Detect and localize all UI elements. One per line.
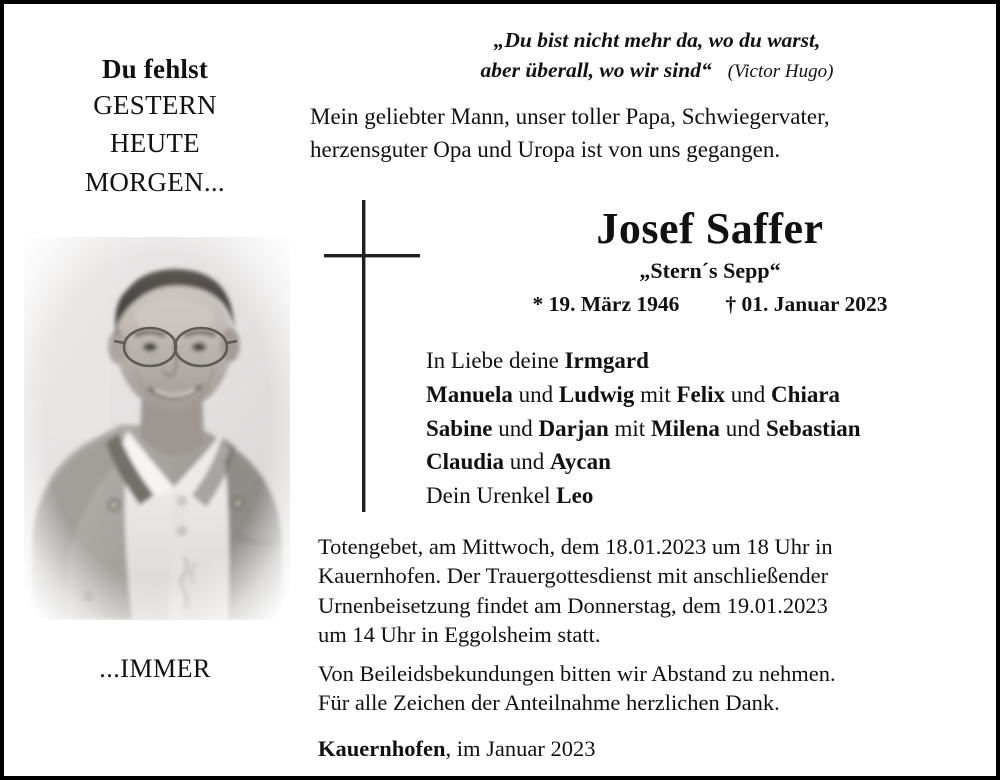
memorial-line-du-fehlst: Du fehlst [101, 54, 209, 84]
service-line-2: Kauernhofen. Der Trauergottesdienst mit anschließender [318, 563, 829, 589]
family-connector: und [503, 449, 550, 475]
life-dates [422, 292, 998, 317]
service-details-paragraph [318, 532, 1000, 649]
family-connector: In Liebe deine [426, 348, 565, 373]
family-name: Sebastian [765, 415, 861, 441]
left-column [10, 4, 300, 776]
place-town: Kauernhofen [318, 736, 446, 761]
service-line-3: Urnenbeisetzung findet am Donnerstag, dem 19.01.2023 [318, 592, 828, 618]
epitaph-quote [302, 26, 998, 85]
death-date: † 01. Januar 2023 [725, 292, 888, 317]
thanks-paragraph [318, 659, 1000, 718]
deceased-nickname: „Stern´s Sepp“ [639, 258, 781, 284]
service-line-4: um 14 Uhr in Eggolsheim statt. [318, 621, 601, 647]
service-line-1: Totengebet, am Mittwoch, dem 18.01.2023 um 18 Uhr in [318, 534, 833, 559]
memorial-line-gestern: GESTERN [93, 89, 217, 120]
thanks-line-2: Für alle Zeichen der Anteilnahme herzlichen Dank. [318, 690, 780, 716]
family-connector: und [492, 415, 539, 441]
family-name: Felix [676, 381, 726, 407]
family-connector: und [725, 381, 772, 407]
right-column [302, 4, 998, 776]
deceased-name: Josef Saffer [596, 204, 824, 253]
intro-paragraph [310, 101, 998, 166]
family-connector: Dein Urenkel [426, 483, 557, 509]
family-name: Irmgard [564, 348, 649, 373]
portrait-photo [24, 237, 290, 620]
quote-line-2: aber überall, wo wir sind“ [480, 57, 712, 82]
family-name: Manuela [426, 381, 513, 407]
christian-cross-icon [310, 200, 420, 512]
family-connector: mit [634, 381, 677, 407]
family-line [426, 412, 998, 446]
memorial-line-heute: HEUTE [110, 128, 200, 159]
family-name: Darjan [538, 415, 609, 441]
family-name: Chiara [771, 381, 841, 407]
family-name: Aycan [549, 449, 611, 475]
quote-line-1: „Du bist nicht mehr da, wo du warst, [493, 28, 821, 52]
family-names-block [426, 344, 998, 513]
intro-line-2: herzensguter Opa und Uropa ist von uns gegangen. [310, 136, 781, 162]
memorial-line-morgen: MORGEN... [85, 166, 225, 197]
quote-line-2-row [316, 56, 998, 86]
family-connector: mit [608, 415, 651, 441]
family-name: Claudia [426, 449, 504, 475]
thanks-line-1: Von Beileidsbekundungen bitten wir Abstand zu nehmen. [318, 661, 836, 686]
family-line [426, 445, 998, 479]
family-name: Ludwig [558, 381, 635, 407]
family-connector: und [512, 381, 559, 407]
place-rest: , im Januar 2023 [445, 736, 596, 761]
family-name: Sabine [426, 415, 493, 441]
family-line [426, 479, 998, 513]
quote-attribution: (Victor Hugo) [727, 60, 834, 82]
family-line [426, 344, 998, 378]
deceased-name-block [422, 200, 998, 317]
family-name: Milena [650, 415, 720, 441]
birth-date: * 19. März 1946 [532, 292, 680, 317]
place-and-date-line [318, 734, 1000, 763]
family-connector: und [719, 415, 766, 441]
portrait-photo-frame [24, 237, 290, 620]
family-name: Leo [556, 483, 594, 509]
memorial-line-immer: ...IMMER [99, 654, 211, 683]
intro-line-1: Mein geliebter Mann, unser toller Papa, Schwiegervater, [310, 104, 830, 130]
family-line [426, 378, 998, 412]
